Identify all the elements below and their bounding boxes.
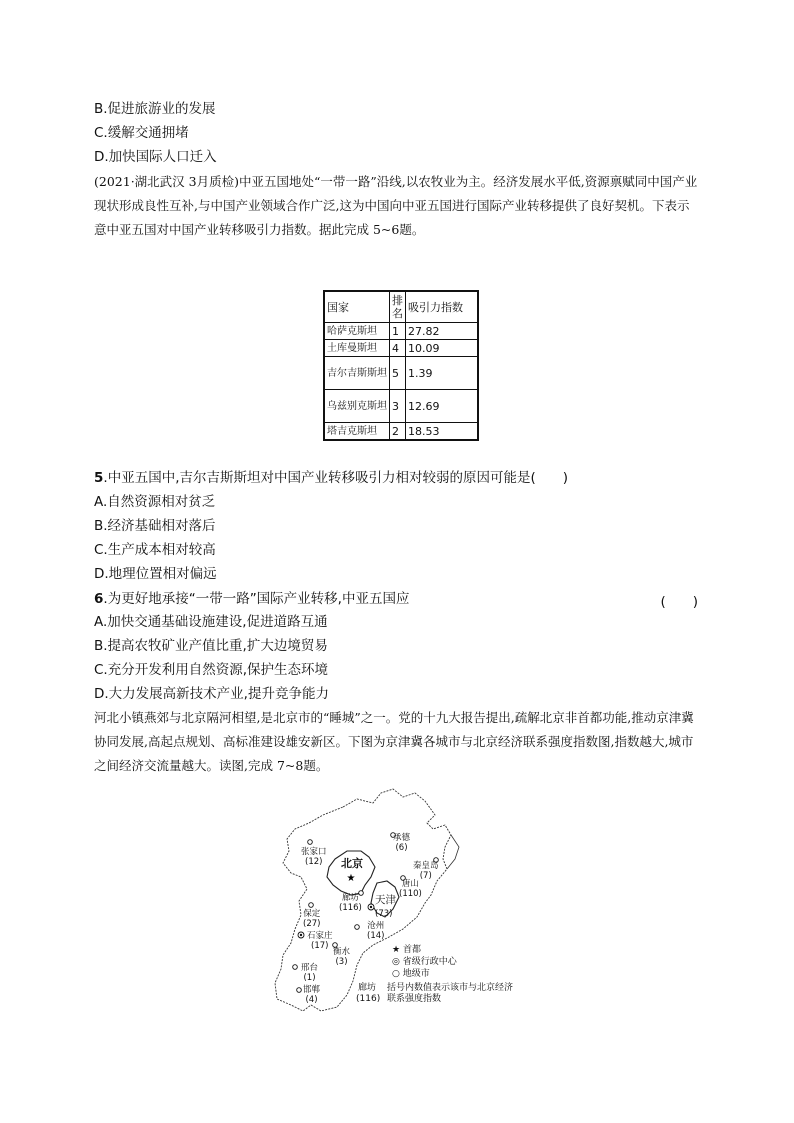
- legend-capital: ★ 首都: [392, 945, 421, 955]
- coast-line: [447, 835, 459, 869]
- langfang-label: 廊坊 (116): [339, 893, 362, 913]
- question-5-option-d: D.地理位置相对偏远: [94, 566, 217, 582]
- option-c-prev: C.缓解交通拥堵: [94, 125, 189, 141]
- tianjin-index: (73): [375, 909, 393, 919]
- cell-country: 吉尔吉斯斯坦: [324, 357, 390, 390]
- question-6-answer-blank: ( ): [660, 594, 698, 610]
- question-5-option-c: C.生产成本相对较高: [94, 542, 216, 558]
- jingjinji-map: [265, 785, 555, 1017]
- legend-example-name: 廊坊: [358, 983, 377, 993]
- table-header-row: [324, 291, 478, 323]
- intro-paragraph-5-6: (2021·湖北武汉 3月质检)中亚五国地处“一带一路”沿线,以农牧业为主。经济发展水平低,资源禀赋同中国产业现状形成良性互补,与中国产业领域合作广泛,这为中国向中亚五国进行国际产业转移提供了良好契机。下表示意中亚五国对中国产业转移吸引力指数。据此完成 5~6题。: [94, 174, 698, 237]
- tianjin-label: 天津: [375, 894, 396, 906]
- question-6-stem: [94, 590, 409, 608]
- legend-city: ○ 地级市: [392, 969, 430, 979]
- cell-rank: 3: [390, 390, 406, 423]
- cell-index: 12.69: [406, 390, 479, 423]
- question-6-option-b: B.提高农牧矿业产值比重,扩大边境贸易: [94, 638, 328, 654]
- star-icon: ★: [392, 945, 401, 955]
- cell-index: 10.09: [406, 340, 479, 357]
- circle-icon: ○: [392, 969, 400, 979]
- baoding-symbol: [309, 903, 314, 908]
- cell-rank: 4: [390, 340, 406, 357]
- question-6-option-d: D.大力发展高新技术产业,提升竞争能力: [94, 686, 329, 702]
- question-5-option-a: A.自然资源相对贫乏: [94, 494, 216, 510]
- question-5-stem: [94, 469, 568, 487]
- cell-rank: 1: [390, 323, 406, 340]
- beijing-star: ★: [346, 873, 356, 884]
- chengde-label: 承德 (6): [393, 833, 411, 853]
- table-row: [324, 357, 478, 390]
- handan-symbol: [297, 988, 302, 993]
- header-country: 国家: [324, 291, 390, 323]
- cell-country: 塔吉克斯坦: [324, 423, 390, 441]
- question-6-text: .为更好地承接“一带一路”国际产业转移,中亚五国应: [103, 591, 410, 607]
- handan-label: 邯郸 (4): [303, 985, 321, 1005]
- cangzhou-symbol: [355, 925, 360, 930]
- beijing-label: 北京: [341, 857, 363, 870]
- shijiazhuang-symbol-inner: [300, 934, 302, 936]
- table-row: [324, 340, 478, 357]
- question-5-number: 5: [94, 470, 104, 486]
- cell-country: 哈萨克斯坦: [324, 323, 390, 340]
- legend-example-index: (116): [356, 994, 381, 1004]
- cell-index: 1.39: [406, 357, 479, 390]
- attraction-index-table: [323, 290, 479, 441]
- cell-rank: 2: [390, 423, 406, 441]
- tangshan-label: 唐山 (110): [399, 879, 422, 899]
- table-row: [324, 390, 478, 423]
- xingtai-symbol: [293, 965, 298, 970]
- legend-province: ◎ 省级行政中心: [392, 957, 457, 967]
- cell-country: 乌兹别克斯坦: [324, 390, 390, 423]
- header-index: 吸引力指数: [406, 291, 479, 323]
- hengshui-label: 衡水 (3): [333, 947, 351, 967]
- shijiazhuang-label: 石家庄 (17): [307, 931, 333, 951]
- baoding-label: 保定 (27): [303, 909, 321, 929]
- zhangjiakou-symbol: [308, 840, 313, 845]
- option-d-prev: D.加快国际人口迁入: [94, 149, 217, 165]
- question-6-option-a: A.加快交通基础设施建设,促进道路互通: [94, 614, 328, 630]
- table-row: [324, 323, 478, 340]
- header-rank: 排名: [390, 291, 406, 323]
- zhangjiakou-label: 张家口 (12): [301, 847, 327, 867]
- double-circle-icon: ◎: [392, 957, 400, 967]
- tianjin-symbol-inner: [370, 906, 372, 908]
- qinhuangdao-label: 秦皇岛 (7): [413, 861, 439, 881]
- question-5-option-b: B.经济基础相对落后: [94, 518, 216, 534]
- legend-explain-2: 联系强度指数: [387, 994, 442, 1004]
- cell-rank: 5: [390, 357, 406, 390]
- question-6-number: 6: [94, 591, 104, 607]
- question-5-text: .中亚五国中,吉尔吉斯斯坦对中国产业转移吸引力相对较弱的原因可能是( ): [103, 470, 569, 486]
- xingtai-label: 邢台 (1): [301, 963, 319, 983]
- cell-country: 土库曼斯坦: [324, 340, 390, 357]
- cell-index: 27.82: [406, 323, 479, 340]
- intro-paragraph-7-8: 河北小镇燕郊与北京隔河相望,是北京市的“睡城”之一。党的十九大报告提出,疏解北京非首都功能,推动京津冀协同发展,高起点规划、高标准建设雄安新区。下图为京津冀各城市与北京经济联系强度指数图,指数越大,城市之间经济交流量越大。读图,完成 7~8题。: [94, 710, 694, 773]
- cell-index: 18.53: [406, 423, 479, 441]
- question-6-option-c: C.充分开发利用自然资源,保护生态环境: [94, 662, 329, 678]
- option-b-prev: B.促进旅游业的发展: [94, 101, 216, 117]
- legend-explain-1: 括号内数值表示该市与北京经济: [387, 983, 514, 993]
- table-row: [324, 423, 478, 441]
- cangzhou-label: 沧州 (14): [367, 921, 385, 941]
